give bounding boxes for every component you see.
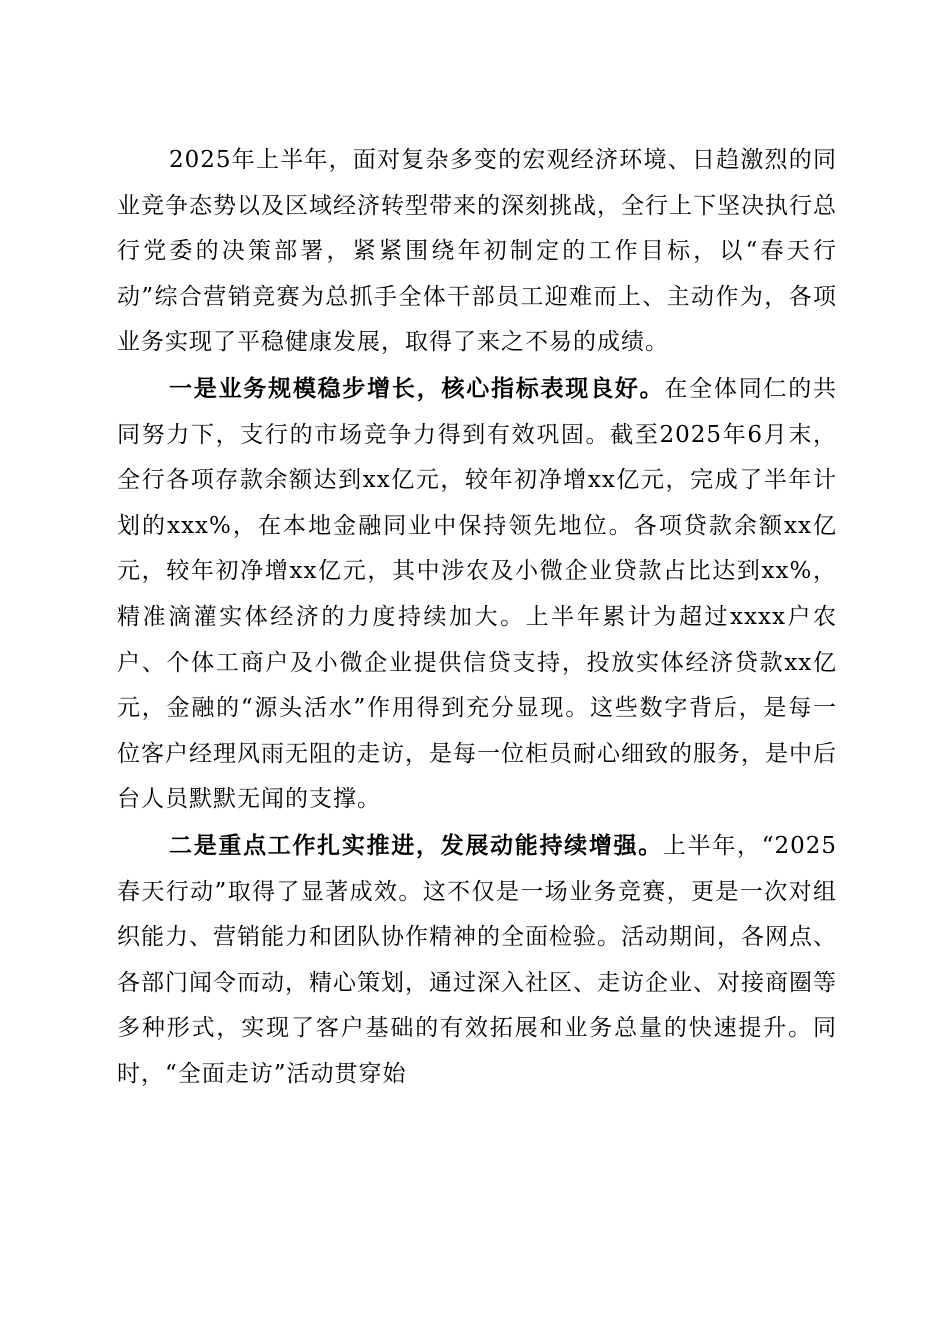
paragraph-business-scale [117,366,837,823]
paragraph-business-scale-text: 在全体同仁的共同努力下，支行的市场竞争力得到有效巩固。截至2025年6月末，全行各项存款余额达到xx亿元，较年初净增xx亿元，完成了半年计划的xxx%，在本地金融同业中保持领先地位。各项贷款余额xx亿元，较年初净增xx亿元，其中涉农及小微企业贷款占比达到xx%，精准滴灌实体经济的力度持续加大。上半年累计为超过xxxx户农户、个体工商户及小微企业提供信贷支持，投放实体经济贷款xx亿元，金融的“源头活水”作用得到充分显现。这些数字背后，是每一位客户经理风雨无阻的走访，是每一位柜员耐心细致的服务，是中后台人员默默无闻的支撑。 [117,375,838,813]
document-page [117,138,837,1097]
paragraph-key-work-text: 上半年，“2025春天行动”取得了显著成效。这不仅是一场业务竞赛，更是一次对组织能力、营销能力和团队协作精神的全面检验。活动期间，各网点、各部门闻令而动，精心策划，通过深入社区、走访企业、对接商圈等多种形式，实现了客户基础的有效拓展和业务总量的快速提升。同时，“全面走访”活动贯穿始 [117,832,837,1087]
paragraph-intro [117,138,837,366]
paragraph-key-work [117,823,837,1098]
paragraph-intro-text: 2025年上半年，面对复杂多变的宏观经济环境、日趋激烈的同业竞争态势以及区域经济转型带来的深刻挑战，全行上下坚决执行总行党委的决策部署，紧紧围绕年初制定的工作目标，以“春天行动”综合营销竞赛为总抓手全体干部员工迎难而上、主动作为，各项业务实现了平稳健康发展，取得了来之不易的成绩。 [117,147,837,356]
paragraph-key-work-heading: 二是重点工作扎实推进，发展动能持续增强。 [169,831,663,859]
paragraph-business-scale-heading: 一是业务规模稳步增长，核心指标表现良好。 [169,374,665,402]
